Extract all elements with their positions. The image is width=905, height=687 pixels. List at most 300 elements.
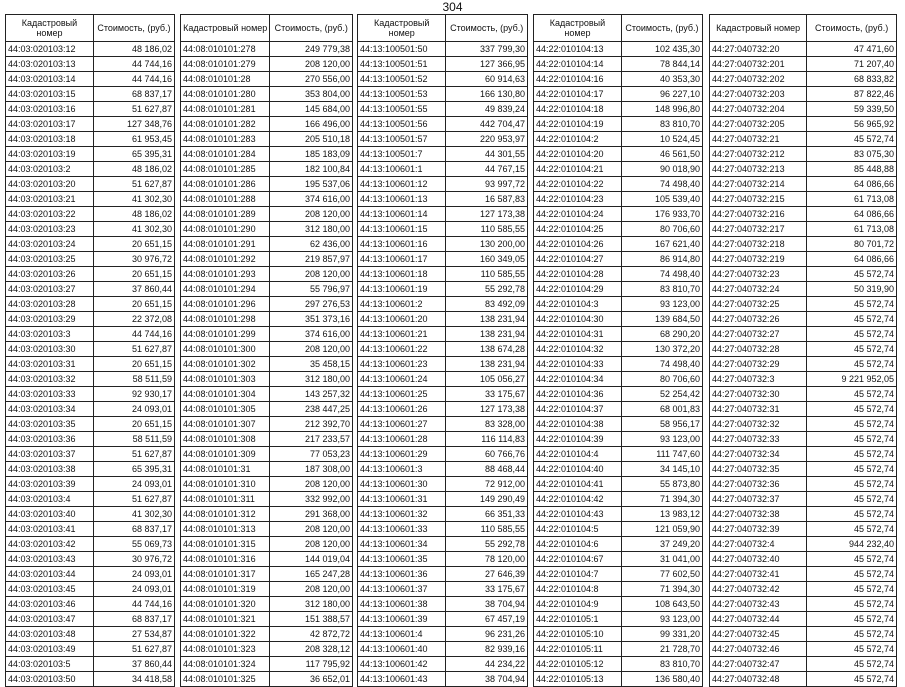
table-row xyxy=(358,72,528,87)
cost-table-1 xyxy=(5,14,175,687)
table-row xyxy=(534,447,703,462)
cadastral-number-cell: 44:03:020103:37 xyxy=(6,447,94,462)
table-row xyxy=(534,237,703,252)
table-row xyxy=(710,342,897,357)
table-row xyxy=(6,117,175,132)
cost-cell: 110 585,55 xyxy=(446,522,528,537)
cadastral-number-cell: 44:08:010101:279 xyxy=(181,57,270,72)
cost-cell: 208 120,00 xyxy=(270,342,353,357)
cost-cell: 68 837,17 xyxy=(93,87,174,102)
cadastral-number-cell: 44:27:040732:32 xyxy=(710,417,807,432)
table-row xyxy=(710,492,897,507)
table-row xyxy=(181,627,353,642)
cadastral-number-cell: 44:08:010101:313 xyxy=(181,522,270,537)
table-row xyxy=(6,57,175,72)
cadastral-number-cell: 44:03:020103:48 xyxy=(6,627,94,642)
table-row xyxy=(358,57,528,72)
table-row xyxy=(358,177,528,192)
cost-cell: 82 939,16 xyxy=(446,642,528,657)
cost-cell: 138 674,28 xyxy=(446,342,528,357)
cost-cell: 108 643,50 xyxy=(621,597,702,612)
cost-cell: 45 572,74 xyxy=(807,612,897,627)
table-header-row xyxy=(358,15,528,42)
cost-cell: 78 844,14 xyxy=(621,57,702,72)
cost-cell: 45 572,74 xyxy=(807,672,897,687)
cost-cell: 60 914,63 xyxy=(446,72,528,87)
cost-cell: 20 651,15 xyxy=(93,297,174,312)
cost-cell: 27 646,39 xyxy=(446,567,528,582)
table-row xyxy=(710,597,897,612)
table-row xyxy=(181,507,353,522)
table-row xyxy=(710,57,897,72)
table-row xyxy=(181,297,353,312)
cost-cell: 138 231,94 xyxy=(446,327,528,342)
table-row xyxy=(181,657,353,672)
cost-cell: 41 302,30 xyxy=(93,507,174,522)
table-row xyxy=(710,357,897,372)
cost-cell: 208 328,12 xyxy=(270,642,353,657)
table-row xyxy=(6,552,175,567)
cadastral-number-cell: 44:08:010101:298 xyxy=(181,312,270,327)
table-row xyxy=(534,657,703,672)
table-row xyxy=(6,102,175,117)
table-row xyxy=(181,222,353,237)
cost-cell: 58 511,59 xyxy=(93,372,174,387)
cost-cell: 374 616,00 xyxy=(270,192,353,207)
cadastral-number-cell: 44:27:040732:217 xyxy=(710,222,807,237)
cost-cell: 85 448,88 xyxy=(807,162,897,177)
table-row xyxy=(358,222,528,237)
cadastral-number-cell: 44:27:040732:215 xyxy=(710,192,807,207)
cost-cell: 105 539,40 xyxy=(621,192,702,207)
cadastral-number-cell: 44:22:010104:14 xyxy=(534,57,622,72)
cost-cell: 208 120,00 xyxy=(270,582,353,597)
table-row xyxy=(534,642,703,657)
cost-cell: 93 123,00 xyxy=(621,432,702,447)
cadastral-number-cell: 44:22:010104:13 xyxy=(534,42,622,57)
cost-cell: 249 779,38 xyxy=(270,42,353,57)
cost-cell: 68 001,83 xyxy=(621,402,702,417)
header-cadastral-number: Кадастровый номер xyxy=(534,15,622,42)
cost-cell: 37 249,20 xyxy=(621,537,702,552)
table-row xyxy=(358,357,528,372)
cadastral-number-cell: 44:27:040732:214 xyxy=(710,177,807,192)
cost-cell: 71 394,30 xyxy=(621,492,702,507)
table-row xyxy=(358,522,528,537)
cadastral-number-cell: 44:03:020103:39 xyxy=(6,477,94,492)
cost-cell: 208 120,00 xyxy=(270,522,353,537)
table-row xyxy=(6,207,175,222)
cost-cell: 105 056,27 xyxy=(446,372,528,387)
cost-cell: 16 587,83 xyxy=(446,192,528,207)
cadastral-number-cell: 44:13:100501:51 xyxy=(358,57,446,72)
table-row xyxy=(181,87,353,102)
table-row xyxy=(534,312,703,327)
cost-cell: 208 120,00 xyxy=(270,267,353,282)
cost-cell: 37 860,44 xyxy=(93,657,174,672)
table-row xyxy=(6,237,175,252)
cadastral-number-cell: 44:27:040732:40 xyxy=(710,552,807,567)
table-row xyxy=(181,267,353,282)
table-row xyxy=(6,582,175,597)
cost-cell: 20 651,15 xyxy=(93,237,174,252)
cadastral-number-cell: 44:13:100601:33 xyxy=(358,522,446,537)
cadastral-number-cell: 44:08:010101:285 xyxy=(181,162,270,177)
table-row xyxy=(181,417,353,432)
cadastral-number-cell: 44:08:010101:28 xyxy=(181,72,270,87)
table-row xyxy=(534,522,703,537)
table-row xyxy=(710,222,897,237)
cadastral-number-cell: 44:22:010104:37 xyxy=(534,402,622,417)
cadastral-number-cell: 44:27:040732:203 xyxy=(710,87,807,102)
cost-cell: 351 373,16 xyxy=(270,312,353,327)
table-row xyxy=(358,507,528,522)
cost-cell: 74 498,40 xyxy=(621,357,702,372)
table-row xyxy=(6,177,175,192)
cadastral-number-cell: 44:27:040732:33 xyxy=(710,432,807,447)
cost-cell: 208 120,00 xyxy=(270,57,353,72)
cadastral-number-cell: 44:13:100601:29 xyxy=(358,447,446,462)
cost-cell: 332 992,00 xyxy=(270,492,353,507)
cadastral-number-cell: 44:22:010104:28 xyxy=(534,267,622,282)
table-row xyxy=(710,672,897,687)
table-row xyxy=(181,447,353,462)
cadastral-number-cell: 44:13:100601:31 xyxy=(358,492,446,507)
cost-cell: 80 706,60 xyxy=(621,222,702,237)
table-row xyxy=(710,282,897,297)
table-row xyxy=(710,87,897,102)
cost-cell: 87 822,46 xyxy=(807,87,897,102)
cadastral-number-cell: 44:22:010104:16 xyxy=(534,72,622,87)
cadastral-number-cell: 44:27:040732:20 xyxy=(710,42,807,57)
cost-cell: 30 976,72 xyxy=(93,252,174,267)
cost-table-5 xyxy=(709,14,897,687)
table-row xyxy=(6,462,175,477)
cadastral-number-cell: 44:03:020103:18 xyxy=(6,132,94,147)
cost-cell: 68 837,17 xyxy=(93,612,174,627)
table-row xyxy=(6,507,175,522)
cost-cell: 51 627,87 xyxy=(93,642,174,657)
cost-cell: 138 231,94 xyxy=(446,312,528,327)
cost-cell: 291 368,00 xyxy=(270,507,353,522)
cost-cell: 41 302,30 xyxy=(93,222,174,237)
cost-cell: 24 093,01 xyxy=(93,477,174,492)
header-cadastral-number: Кадастровый номер xyxy=(6,15,94,42)
cadastral-number-cell: 44:03:020103:14 xyxy=(6,72,94,87)
cadastral-number-cell: 44:13:100601:2 xyxy=(358,297,446,312)
cost-cell: 24 093,01 xyxy=(93,582,174,597)
cadastral-number-cell: 44:22:010104:43 xyxy=(534,507,622,522)
cost-cell: 45 572,74 xyxy=(807,297,897,312)
table-row xyxy=(6,252,175,267)
cost-cell: 67 457,19 xyxy=(446,612,528,627)
cost-cell: 45 572,74 xyxy=(807,267,897,282)
cost-cell: 64 086,66 xyxy=(807,252,897,267)
cost-cell: 44 767,15 xyxy=(446,162,528,177)
table-row xyxy=(181,117,353,132)
cadastral-number-cell: 44:22:010104:24 xyxy=(534,207,622,222)
table-row xyxy=(358,252,528,267)
table-row xyxy=(710,582,897,597)
table-row xyxy=(710,462,897,477)
cadastral-number-cell: 44:03:020103:22 xyxy=(6,207,94,222)
table-row xyxy=(358,387,528,402)
cost-cell: 374 616,00 xyxy=(270,327,353,342)
table-row xyxy=(710,117,897,132)
cadastral-number-cell: 44:27:040732:43 xyxy=(710,597,807,612)
cost-cell: 117 795,92 xyxy=(270,657,353,672)
cadastral-number-cell: 44:22:010104:32 xyxy=(534,342,622,357)
cost-cell: 130 372,20 xyxy=(621,342,702,357)
table-row xyxy=(181,597,353,612)
cadastral-number-cell: 44:22:010105:10 xyxy=(534,627,622,642)
table-row xyxy=(6,492,175,507)
cost-cell: 52 254,42 xyxy=(621,387,702,402)
table-row xyxy=(181,522,353,537)
table-row xyxy=(534,612,703,627)
cost-cell: 80 706,60 xyxy=(621,372,702,387)
cadastral-number-cell: 44:27:040732:218 xyxy=(710,237,807,252)
cost-cell: 60 766,76 xyxy=(446,447,528,462)
cost-cell: 56 965,92 xyxy=(807,117,897,132)
cost-cell: 55 873,80 xyxy=(621,477,702,492)
cost-cell: 40 353,30 xyxy=(621,72,702,87)
cadastral-number-cell: 44:22:010105:12 xyxy=(534,657,622,672)
table-row xyxy=(710,177,897,192)
table-row xyxy=(358,537,528,552)
cadastral-number-cell: 44:03:020103:36 xyxy=(6,432,94,447)
table-row xyxy=(534,267,703,282)
table-header-row xyxy=(534,15,703,42)
cost-cell: 68 290,20 xyxy=(621,327,702,342)
table-row xyxy=(710,567,897,582)
cadastral-number-cell: 44:03:020103:47 xyxy=(6,612,94,627)
table-row xyxy=(358,417,528,432)
table-row xyxy=(181,462,353,477)
cadastral-number-cell: 44:13:100601:3 xyxy=(358,462,446,477)
cost-cell: 145 684,00 xyxy=(270,102,353,117)
cadastral-number-cell: 44:27:040732:39 xyxy=(710,522,807,537)
table-row xyxy=(358,147,528,162)
cost-cell: 35 458,15 xyxy=(270,357,353,372)
table-row xyxy=(534,492,703,507)
cost-cell: 353 804,00 xyxy=(270,87,353,102)
cost-cell: 160 349,05 xyxy=(446,252,528,267)
table-row xyxy=(181,192,353,207)
cadastral-number-cell: 44:27:040732:24 xyxy=(710,282,807,297)
table-row xyxy=(6,612,175,627)
table-row xyxy=(710,207,897,222)
table-row xyxy=(358,237,528,252)
cadastral-number-cell: 44:13:100601:4 xyxy=(358,627,446,642)
cadastral-number-cell: 44:22:010104:40 xyxy=(534,462,622,477)
cost-cell: 90 018,90 xyxy=(621,162,702,177)
table-row xyxy=(358,657,528,672)
cadastral-number-cell: 44:03:020103:27 xyxy=(6,282,94,297)
table-row xyxy=(534,102,703,117)
table-row xyxy=(710,162,897,177)
cost-cell: 50 319,90 xyxy=(807,282,897,297)
cadastral-number-cell: 44:13:100501:7 xyxy=(358,147,446,162)
table-row xyxy=(710,132,897,147)
cost-cell: 270 556,00 xyxy=(270,72,353,87)
cadastral-number-cell: 44:27:040732:219 xyxy=(710,252,807,267)
table-row xyxy=(534,372,703,387)
cadastral-number-cell: 44:03:020103:21 xyxy=(6,192,94,207)
cadastral-number-cell: 44:03:020103:5 xyxy=(6,657,94,672)
table-row xyxy=(358,312,528,327)
cadastral-number-cell: 44:03:020103:13 xyxy=(6,57,94,72)
cadastral-number-cell: 44:22:010104:39 xyxy=(534,432,622,447)
cadastral-number-cell: 44:08:010101:302 xyxy=(181,357,270,372)
table-row xyxy=(710,147,897,162)
cost-cell: 96 231,26 xyxy=(446,627,528,642)
cost-cell: 44 744,16 xyxy=(93,597,174,612)
cost-cell: 148 996,80 xyxy=(621,102,702,117)
table-row xyxy=(534,327,703,342)
cost-cell: 64 086,66 xyxy=(807,207,897,222)
table-row xyxy=(181,252,353,267)
cost-cell: 187 308,00 xyxy=(270,462,353,477)
table-row xyxy=(6,87,175,102)
table-row xyxy=(6,147,175,162)
cost-cell: 74 498,40 xyxy=(621,267,702,282)
cost-cell: 166 496,00 xyxy=(270,117,353,132)
cadastral-number-cell: 44:13:100601:37 xyxy=(358,582,446,597)
cost-cell: 121 059,90 xyxy=(621,522,702,537)
cadastral-number-cell: 44:22:010105:13 xyxy=(534,672,622,687)
cost-cell: 80 701,72 xyxy=(807,237,897,252)
cost-cell: 51 627,87 xyxy=(93,492,174,507)
table-row xyxy=(6,477,175,492)
cadastral-number-cell: 44:13:100601:38 xyxy=(358,597,446,612)
table-row xyxy=(534,597,703,612)
cost-cell: 61 713,08 xyxy=(807,192,897,207)
table-row xyxy=(358,447,528,462)
cost-cell: 24 093,01 xyxy=(93,567,174,582)
table-row xyxy=(6,72,175,87)
cadastral-number-cell: 44:13:100601:17 xyxy=(358,252,446,267)
cadastral-number-cell: 44:03:020103:42 xyxy=(6,537,94,552)
table-row xyxy=(710,477,897,492)
table-row xyxy=(358,192,528,207)
cost-cell: 49 839,24 xyxy=(446,102,528,117)
cost-cell: 48 186,02 xyxy=(93,42,174,57)
cadastral-number-cell: 44:27:040732:28 xyxy=(710,342,807,357)
cost-cell: 65 395,31 xyxy=(93,462,174,477)
cost-cell: 31 041,00 xyxy=(621,552,702,567)
cadastral-number-cell: 44:03:020103:43 xyxy=(6,552,94,567)
cadastral-number-cell: 44:13:100601:36 xyxy=(358,567,446,582)
table-row xyxy=(358,402,528,417)
table-row xyxy=(6,432,175,447)
cost-cell: 45 572,74 xyxy=(807,642,897,657)
table-row xyxy=(534,507,703,522)
cadastral-number-cell: 44:13:100601:1 xyxy=(358,162,446,177)
cost-cell: 166 130,80 xyxy=(446,87,528,102)
table-row xyxy=(534,207,703,222)
table-row xyxy=(6,387,175,402)
cost-cell: 38 704,94 xyxy=(446,597,528,612)
cadastral-number-cell: 44:08:010101:300 xyxy=(181,342,270,357)
cadastral-number-cell: 44:08:010101:305 xyxy=(181,402,270,417)
cadastral-number-cell: 44:22:010104:42 xyxy=(534,492,622,507)
cadastral-number-cell: 44:22:010104:21 xyxy=(534,162,622,177)
cost-cell: 88 468,44 xyxy=(446,462,528,477)
table-row xyxy=(6,597,175,612)
table-row xyxy=(358,87,528,102)
cadastral-number-cell: 44:27:040732:23 xyxy=(710,267,807,282)
table-row xyxy=(6,567,175,582)
cadastral-number-cell: 44:22:010104:9 xyxy=(534,597,622,612)
header-cost: Стоимость, (руб.) xyxy=(93,15,174,42)
table-row xyxy=(358,372,528,387)
table-row xyxy=(534,87,703,102)
cost-cell: 61 953,45 xyxy=(93,132,174,147)
cost-cell: 48 186,02 xyxy=(93,162,174,177)
table-row xyxy=(358,432,528,447)
cadastral-number-cell: 44:22:010104:38 xyxy=(534,417,622,432)
table-row xyxy=(181,582,353,597)
table-row xyxy=(358,327,528,342)
cadastral-number-cell: 44:08:010101:307 xyxy=(181,417,270,432)
cadastral-number-cell: 44:08:010101:293 xyxy=(181,267,270,282)
header-cost: Стоимость, (руб.) xyxy=(446,15,528,42)
cost-cell: 51 627,87 xyxy=(93,177,174,192)
cadastral-number-cell: 44:27:040732:36 xyxy=(710,477,807,492)
cadastral-number-cell: 44:13:100601:30 xyxy=(358,477,446,492)
cadastral-number-cell: 44:27:040732:205 xyxy=(710,117,807,132)
page-number: 304 xyxy=(442,0,463,14)
cadastral-number-cell: 44:27:040732:44 xyxy=(710,612,807,627)
cost-cell: 51 627,87 xyxy=(93,102,174,117)
cadastral-number-cell: 44:03:020103:19 xyxy=(6,147,94,162)
cost-cell: 182 100,84 xyxy=(270,162,353,177)
cadastral-number-cell: 44:03:020103:24 xyxy=(6,237,94,252)
cadastral-number-cell: 44:13:100601:13 xyxy=(358,192,446,207)
cadastral-number-cell: 44:03:020103:2 xyxy=(6,162,94,177)
header-cadastral-number: Кадастровый номер xyxy=(710,15,807,42)
cost-cell: 45 572,74 xyxy=(807,567,897,582)
table-row xyxy=(534,462,703,477)
cost-cell: 45 572,74 xyxy=(807,132,897,147)
cost-cell: 45 572,74 xyxy=(807,432,897,447)
cadastral-number-cell: 44:22:010104:27 xyxy=(534,252,622,267)
cost-cell: 45 572,74 xyxy=(807,417,897,432)
table-row xyxy=(534,42,703,57)
cadastral-number-cell: 44:03:020103:45 xyxy=(6,582,94,597)
cost-cell: 151 388,57 xyxy=(270,612,353,627)
table-row xyxy=(358,282,528,297)
table-row xyxy=(534,387,703,402)
cost-cell: 45 572,74 xyxy=(807,627,897,642)
cadastral-number-cell: 44:08:010101:304 xyxy=(181,387,270,402)
cost-cell: 45 572,74 xyxy=(807,492,897,507)
cost-cell: 66 351,33 xyxy=(446,507,528,522)
table-row xyxy=(358,342,528,357)
cadastral-number-cell: 44:13:100601:14 xyxy=(358,207,446,222)
table-row xyxy=(710,432,897,447)
table-row xyxy=(534,537,703,552)
cadastral-number-cell: 44:03:020103:38 xyxy=(6,462,94,477)
cost-cell: 51 627,87 xyxy=(93,342,174,357)
cadastral-number-cell: 44:13:100601:19 xyxy=(358,282,446,297)
table-row xyxy=(534,282,703,297)
table-row xyxy=(710,417,897,432)
cost-cell: 144 019,04 xyxy=(270,552,353,567)
cadastral-number-cell: 44:13:100501:52 xyxy=(358,72,446,87)
cadastral-number-cell: 44:13:100601:16 xyxy=(358,237,446,252)
